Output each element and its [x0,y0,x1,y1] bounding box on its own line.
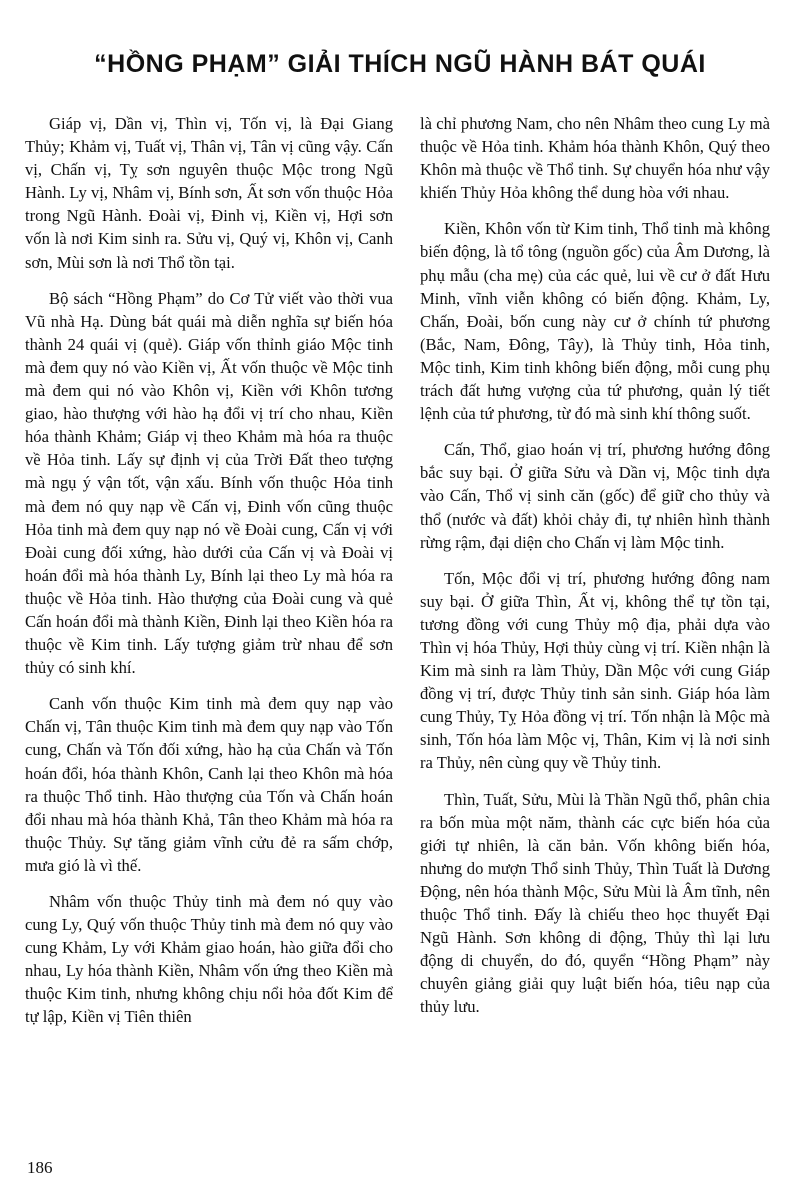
paragraph: Nhâm vốn thuộc Thủy tinh mà đem nó quy vào cung Ly, Quý vốn thuộc Thủy tinh mà đem nó quy vào cung Khảm, Ly với Khảm giao hoán, hào giữa đổi cho nhau, Ly hóa thành Kiền, Nhâm vốn ứng theo Kiền mà thuộc Kim tinh, nhưng không chịu nổi hỏa đốt Kim để tự lập, Kiền vị Tiên thiên [25,892,393,1027]
paragraph: Cấn, Thổ, giao hoán vị trí, phương hướng đông bắc suy bại. Ở giữa Sửu và Dần vị, Mộc tinh dựa vào Cấn, Thổ vị sinh căn (gốc) để giữ cho thủy và thổ (nước và đất) khỏi chảy đi, tự nhiên hình thành rừng rậm, đại diện cho Chấn vị làm Mộc tinh. [420,440,770,552]
left-column [25,112,393,1042]
right-column [420,112,770,1031]
paragraph: Kiền, Khôn vốn từ Kim tinh, Thổ tinh mà không biến động, là tổ tông (nguồn gốc) của Âm Dương, là phụ mẫu (cha mẹ) của các quẻ, lui về cư ở đất Hưu Minh, vĩnh viễn không có biến động. Khảm, Ly, Chấn, Đoài, bốn cung này cư ở chính tứ phương (Bắc, Nam, Đông, Tây), là Thủy tinh, Hỏa tinh, Mộc tinh, Kim tinh không biến động, mỗi cung phụ trách đất hưng vượng của tứ phương, quản lý tiết lệnh của tứ phương, từ đó mà sinh khí thông suốt. [420,219,770,424]
page-number: 186 [27,1158,53,1177]
paragraph: Tốn, Mộc đổi vị trí, phương hướng đông nam suy bại. Ở giữa Thìn, Ất vị, không thể tự tồn tại, tương đồng với cung Thủy mộ địa, phải dựa vào Thìn vị hóa Thủy, Hợi thủy cùng vị trí. Kiền nhận là Kim mà sinh ra làm Thủy, Dần Mộc với cung Giáp đồng vị trí, được Thủy tinh sản sinh. Giáp hóa làm cung Thủy, Tỵ Hỏa đồng vị trí. Tốn nhận là Mộc mà sinh, Tốn hóa làm Mộc vị, Thân, Kim vị là nơi sinh ra Thủy, nên cùng quy về Thủy tinh. [420,568,770,773]
paragraph-continued: là chỉ phương Nam, cho nên Nhâm theo cung Ly mà thuộc về Hỏa tinh. Khảm hóa thành Khôn, Quý theo Khôn mà thuộc về Thổ tinh. Sự chuyển hóa như vậy khiến Thủy Hỏa không thể dung hòa với nhau. [420,114,770,203]
paragraph: Canh vốn thuộc Kim tinh mà đem quy nạp vào Chấn vị, Tân thuộc Kim tinh mà đem quy nạp vào Tốn cung, Chấn và Tốn đối xứng, hào hạ của Chấn và Tốn hoán đổi, hóa thành Khôn, Canh lại theo Khôn mà hóa ra thuộc Thổ tinh. Hào thượng của Tốn và Chấn hoán đổi nhau mà hóa thành Khả, Tân theo Khảm mà hóa ra thuộc Thủy. Sự tăng giảm vĩnh cửu đẻ ra sấm chớp, mưa gió là vì thế. [25,694,393,875]
paragraph: Giáp vị, Dần vị, Thìn vị, Tốn vị, là Đại Giang Thủy; Khảm vị, Tuất vị, Thân vị, Tân vị cũng vậy. Cấn vị, Chấn vị, Tỵ sơn nguyên thuộc Mộc trong Ngũ Hành. Ly vị, Nhâm vị, Bính sơn, Ất sơn vốn thuộc Hỏa trong Ngũ Hành. Đoài vị, Đinh vị, Kiền vị, Hợi sơn vốn là nơi Kim sinh ra. Sửu vị, Quý vị, Khôn vị, Canh sơn, Mùi sơn là nơi Thổ tồn tại. [25,114,393,272]
paragraph: Bộ sách “Hồng Phạm” do Cơ Tử viết vào thời vua Vũ nhà Hạ. Dùng bát quái mà diễn nghĩa sự biến hóa thành 24 quái vị (quẻ). Giáp vốn thỉnh giáo Mộc tinh mà đem quy nó vào Kiền vị, Ất vốn thuộc về Mộc tinh mà đem qui nó vào Khôn vị, Kiền với Khôn tương giao, hào thượng với hào hạ đổi vị trí cho nhau, Kiền hóa thành Khảm; Giáp vị theo Khảm mà hóa ra thuộc về Hỏa tinh. Lấy sự định vị của Trời Đất theo tượng mà ngụ ý vận tốt, vận xấu. Bính vốn thuộc Hỏa tinh mà đem nó quy nạp về Cấn vị, Đinh vốn cũng thuộc Hỏa tinh mà đem quy nạp nó về Đoài cung, Cấn vị với Đoài cung đối xứng, hào dưới của Cấn vị và Đoài vị hoán đổi mà hóa thành Ly, Bính lại theo Ly mà hóa ra thuộc về Hỏa tinh. Hào thượng của Đoài cung và quẻ Cấn hoán đổi mà thành Kiền, Đinh lại theo Kiền hóa ra thuộc về Kim tinh. Lấy tượng giảm trừ nhau để sơn thủy có sinh khí. [25,288,393,678]
paragraph: Thìn, Tuất, Sửu, Mùi là Thần Ngũ thổ, phân chia ra bốn mùa một năm, thành các cực biến hóa của giới tự nhiên, là căn bản. Vốn không biến hóa, nhưng do mượn Thổ sinh Thủy, Thìn Tuất là Dương Động, nên hóa thành Mộc, Sửu Mùi là Âm tĩnh, nên thuộc Thổ tinh. Đấy là chiếu theo học thuyết Đại Ngũ Hành. Sơn không di động, Thủy thì lại lưu động di chuyển, do đó, quyển “Hồng Phạm” này chuyên giảng giải quy luật biến hóa, tiêu nạp của thủy lưu. [420,789,770,1017]
page-title: “HỒNG PHẠM” GIẢI THÍCH NGŨ HÀNH BÁT QUÁI [94,50,706,78]
